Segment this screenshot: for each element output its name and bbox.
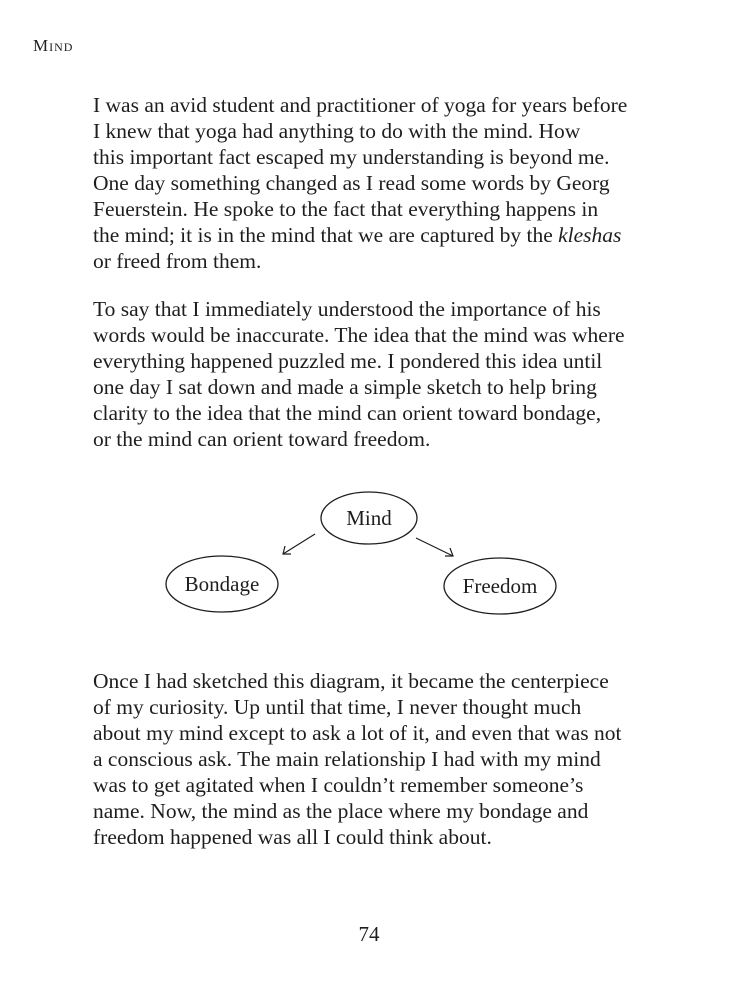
freedom-label: Freedom: [462, 574, 538, 598]
arrow-to-freedom: [416, 538, 453, 556]
paragraph-line: name. Now, the mind as the place where my bondage and: [93, 799, 589, 823]
arrow-to-bondage: [283, 534, 315, 554]
paragraph-line: one day I sat down and made a simple sketch to help bring: [93, 375, 597, 399]
page-number: 74: [358, 922, 380, 946]
paragraph-1: [93, 92, 653, 274]
paragraph-line: a conscious ask. The main relationship I had with my mind: [93, 747, 601, 771]
mind-label: Mind: [346, 506, 392, 530]
paragraph-line: Once I had sketched this diagram, it became the centerpiece: [93, 669, 609, 693]
paragraph-line: of my curiosity. Up until that time, I never thought much: [93, 695, 582, 719]
paragraph-line: words would be inaccurate. The idea that the mind was where: [93, 323, 625, 347]
bondage-label: Bondage: [184, 572, 260, 596]
paragraph-line: this important fact escaped my understanding is beyond me.: [93, 145, 610, 169]
paragraph-line: To say that I immediately understood the importance of his: [93, 297, 601, 321]
paragraph-2: [93, 296, 653, 452]
paragraph-3: [93, 668, 653, 850]
paragraph-line: Feuerstein. He spoke to the fact that everything happens in: [93, 197, 599, 221]
paragraph-line: I was an avid student and practitioner of yoga for years before: [93, 93, 628, 117]
mind-diagram: [150, 490, 590, 620]
kleshas-term: kleshas: [558, 223, 622, 247]
paragraph-line: One day something changed as I read some words by Georg: [93, 171, 610, 195]
paragraph-line-text: the mind; it is in the mind that we are captured by the: [93, 223, 559, 247]
paragraph-line: was to get agitated when I couldn’t remember someone’s: [93, 773, 584, 797]
paragraph-line: clarity to the idea that the mind can orient toward bondage,: [93, 401, 602, 425]
paragraph-line: about my mind except to ask a lot of it, and even that was not: [93, 721, 622, 745]
paragraph-line: or freed from them.: [93, 249, 262, 273]
paragraph-line: [93, 222, 653, 248]
running-head: Mind: [33, 36, 74, 55]
paragraph-line: I knew that yoga had anything to do with the mind. How: [93, 119, 581, 143]
paragraph-line: everything happened puzzled me. I pondered this idea until: [93, 349, 603, 373]
paragraph-line: freedom happened was all I could think about.: [93, 825, 492, 849]
paragraph-line: or the mind can orient toward freedom.: [93, 427, 431, 451]
